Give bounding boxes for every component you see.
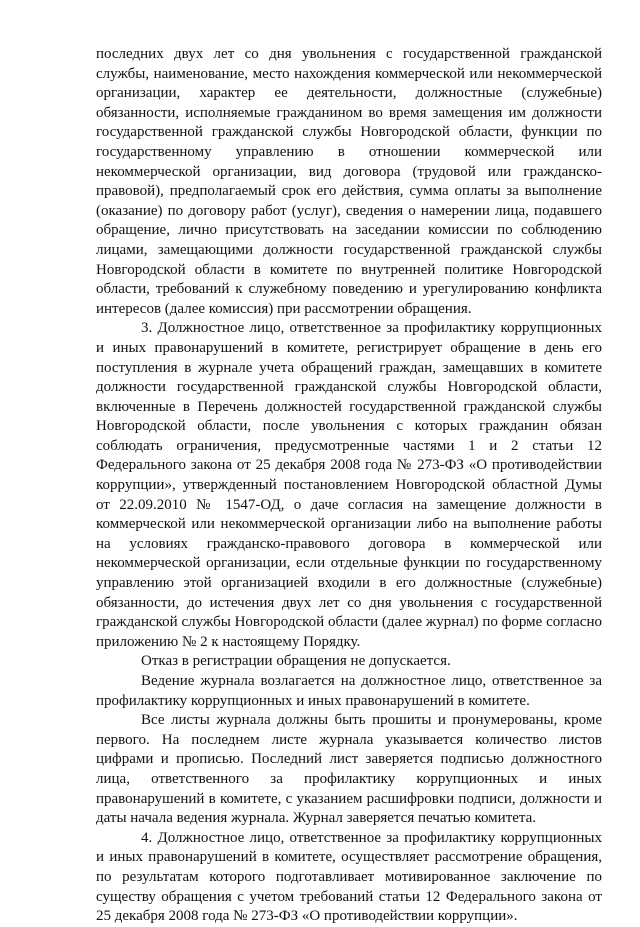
paragraph-item-3: 3. Должностное лицо, ответственное за профилактику коррупционных и иных правонарушений в комитете, регистрирует обращение в день его поступления в журнале учета обращений граждан, замещавших в комитете должности государственной гражданской службы Новгородской области, включенные в Перечень должностей государственной гражданской службы Новгородской области, после увольнения с которых гражданин обязан соблюдать ограничения, предусмотренные частями 1 и 2 статьи 12 Федерального закона от 25 декабря 2008 года № 273-ФЗ «О противодействии коррупции», утвержденный постановлением Новгородской областной Думы от 22.09.2010 № 1547-ОД, о даче согласия на замещение должности в коммерческой или некоммерческой организации либо на выполнение работы на условиях гражданско-правового договора в коммерческой или некоммерческой организации, если отдельные функции по государственному управлению этой организацией входили в его должностные (служебные) обязанности, до истечения двух лет со дня увольнения с государственной гражданской службы Новгородской области (далее журнал) по форме согласно приложению № 2 к настоящему Порядку. — [96, 320, 602, 650]
paragraph-journal-sheets: Все листы журнала должны быть прошиты и пронумерованы, кроме первого. На последнем листе журнала указывается количество листов цифрами и прописью. Последний лист заверяется подписью должностного лица, ответственного за профилактику коррупционных и иных правонарушений в комитете, с указанием расшифровки подписи, должности и даты начала ведения журнала. Журнал заверяется печатью комитета. — [96, 712, 602, 827]
paragraph-item-4: 4. Должностное лицо, ответственное за профилактику коррупционных и иных правонарушений в комитете, осуществляет рассмотрение обращения, по результатам которого подготавливает мотивированное заключение по существу обращения с учетом требований статьи 12 Федерального закона от 25 декабря 2008 года № 273-ФЗ «О противодействии коррупции». — [96, 829, 602, 925]
paragraph-journal-keeping: Ведение журнала возлагается на должностное лицо, ответственное за профилактику коррупционных и иных правонарушений в комитете. — [96, 673, 602, 709]
document-body — [96, 45, 602, 927]
paragraph-continuation: последних двух лет со дня увольнения с государственной гражданской службы, наименование, место нахождения коммерческой или некоммерческой организации, характер ее деятельности, должностные (служебные) обязанности, исполняемые гражданином во время замещения им должности государственной гражданской службы Новгородской области, функции по государственному управлению в отношении коммерческой или некоммерческой организации, вид договора (трудовой или гражданско-правовой), предполагаемый срок его действия, сумма оплаты за выполнение (оказание) по договору работ (услуг), сведения о намерении лица, подавшего обращение, лично присутствовать на заседании комиссии по соблюдению лицами, замещающими должности государственной гражданской службы Новгородской области в комитете по внутренней политике Новгородской области, требований к служебному поведению и урегулированию конфликта интересов (далее комиссия) при рассмотрении обращения. — [96, 46, 602, 317]
paragraph-refusal: Отказ в регистрации обращения не допускается. — [141, 653, 451, 670]
